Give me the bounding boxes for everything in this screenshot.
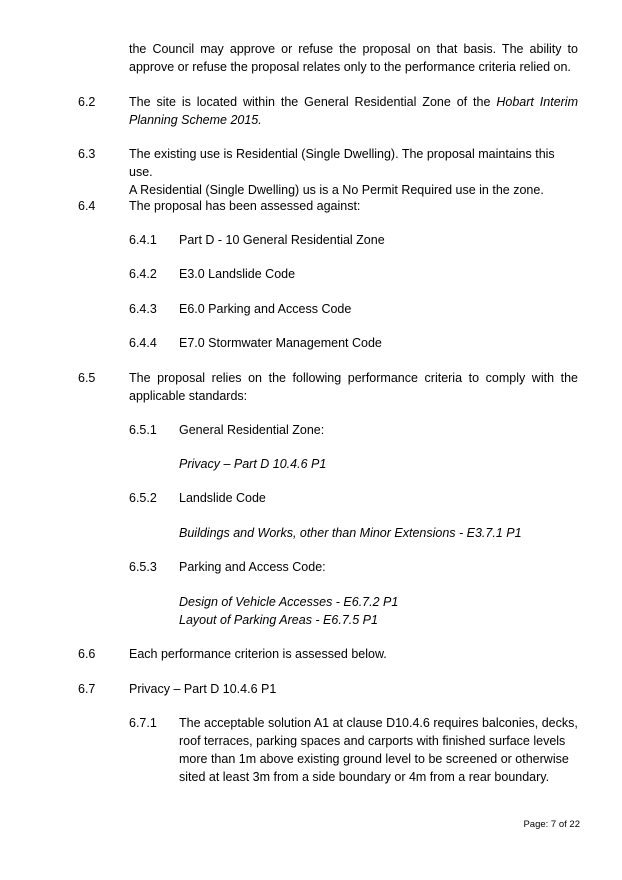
section-number-6-6: 6.6: [78, 647, 96, 661]
section-6-5-line-1: The proposal relies on the following performance criteria to comply with the: [129, 371, 578, 385]
item-number-6-5-3: 6.5.3: [129, 560, 157, 574]
section-6-7-text: Privacy – Part D 10.4.6 P1: [129, 682, 277, 696]
criterion-parking-areas: Layout of Parking Areas - E6.7.5 P1: [179, 613, 378, 627]
intro-paragraph: [129, 40, 578, 76]
page-number: Page: 7 of 22: [523, 819, 580, 830]
item-number-6-4-3: 6.4.3: [129, 302, 157, 316]
item-6-7-1-line-3: more than 1m above existing ground level to be screened or otherwise: [179, 752, 569, 766]
criterion-vehicle-accesses: Design of Vehicle Accesses - E6.7.2 P1: [179, 595, 399, 609]
intro-line-2: approve or refuse the proposal relates only to the performance criteria relied on.: [129, 60, 571, 74]
section-6-4-text: The proposal has been assessed against:: [129, 199, 361, 213]
item-text-6-4-1: Part D - 10 General Residential Zone: [179, 233, 385, 247]
item-number-6-5-1: 6.5.1: [129, 423, 157, 437]
section-6-3-line-1: The existing use is Residential (Single Dwelling). The proposal maintains this use.: [129, 147, 555, 179]
section-number-6-7: 6.7: [78, 682, 96, 696]
item-text-6-7-1: [179, 714, 579, 786]
intro-line-1: the Council may approve or refuse the proposal on that basis. The ability to: [129, 42, 578, 56]
section-6-3-text: [129, 145, 578, 199]
item-number-6-7-1: 6.7.1: [129, 716, 157, 730]
section-6-5-text: [129, 369, 578, 405]
section-number-6-2: 6.2: [78, 95, 96, 109]
section-6-5-line-2: applicable standards:: [129, 389, 248, 403]
item-6-7-1-line-1: The acceptable solution A1 at clause D10.4.6 requires balconies, decks,: [179, 716, 578, 730]
scheme-name: Hobart Interim Planning Scheme 2015.: [129, 95, 578, 127]
item-text-6-5-2: Landslide Code: [179, 491, 266, 505]
item-text-6-4-2: E3.0 Landslide Code: [179, 267, 296, 281]
section-number-6-5: 6.5: [78, 371, 96, 385]
criterion-buildings-works: Buildings and Works, other than Minor Extensions - E3.7.1 P1: [179, 526, 522, 540]
item-number-6-4-4: 6.4.4: [129, 336, 157, 350]
item-text-6-5-1: General Residential Zone:: [179, 423, 325, 437]
criterion-privacy: Privacy – Part D 10.4.6 P1: [179, 457, 327, 471]
section-6-2-text: [129, 93, 578, 129]
item-text-6-4-3: E6.0 Parking and Access Code: [179, 302, 352, 316]
item-6-7-1-line-2: roof terraces, parking spaces and carports with finished surface levels: [179, 734, 566, 748]
section-6-3-line-2: A Residential (Single Dwelling) us is a No Permit Required use in the zone.: [129, 183, 544, 197]
section-6-6-text: Each performance criterion is assessed below.: [129, 647, 387, 661]
item-number-6-5-2: 6.5.2: [129, 491, 157, 505]
item-text-6-4-4: E7.0 Stormwater Management Code: [179, 336, 382, 350]
section-6-2-plain: The site is located within the General Residential Zone of the: [129, 95, 497, 109]
section-number-6-3: 6.3: [78, 147, 96, 161]
section-number-6-4: 6.4: [78, 199, 96, 213]
item-number-6-4-1: 6.4.1: [129, 233, 157, 247]
item-number-6-4-2: 6.4.2: [129, 267, 157, 281]
item-6-7-1-line-4: sited at least 3m from a side boundary or 4m from a rear boundary.: [179, 770, 550, 784]
item-text-6-5-3: Parking and Access Code:: [179, 560, 326, 574]
